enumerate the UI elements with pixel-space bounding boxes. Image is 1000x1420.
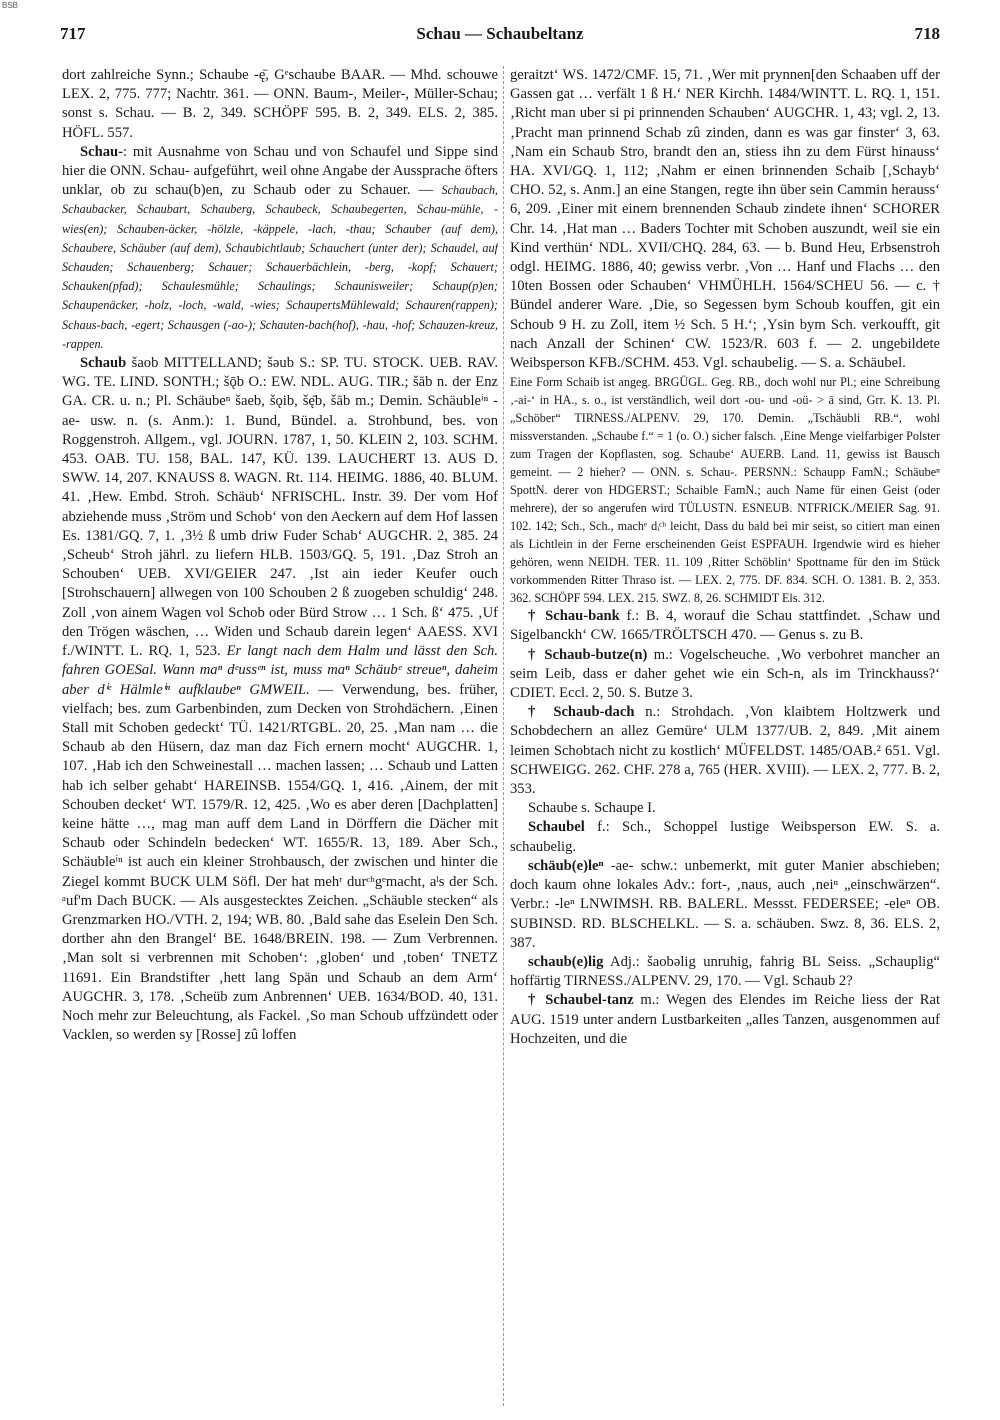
headword: Schau- xyxy=(80,143,123,160)
entry-continuation: geraitzt‘ WS. 1472/CMF. 15, 71. ‚Wer mit prynnen[den Schaaben uff der Gassen gat … verfält 1 ß H.‘ NER Kirchh. 1484/WINTT. L. RQ. 1, 151. ‚Richt man uber si pi prinnenden Schauben‘ AUGCHR. 1, 43; vgl. 2, 13. ‚Pracht man prinnend Schab zû zinden, dann es was gar finster‘ 3, 63. ‚Nam ein Schaub Stro, brandt den an, stiess ihn zu dem Fürst hinauss‘ HA. XVI/GQ. 1, 112; ‚Nahm er einen brinnenden Schaib [‚Schayb‘ CHO. 52, s. Anm.] an eine Stangen, regte ihn über sein Cammin herauss‘ 6, 209. ‚Einer mit einem brennenden Schaub zindete ihnen‘ SCHORER Chr. 14. ‚Hat man … Baders Tochter mit Schoben auszundt, weil sie ein Kind verthün‘ NDL. XVII/CHQ. 284, 63. — b. Bund Heu, Erbsenstroh odgl. HEIMG. 1886, 40; gewiss verbr. ‚Von … Hanf und Flachs … den 10ten Bossen oder Schauben‘ VHMÜHLH. 1564/SCHEU 56. — c. † Bündel anderer Ware. ‚Die, so Segessen bym Schoub kouffen, git ein Schoub 9 H. zu Zoll, item ½ Sch. 5 H.‘; ‚Ysin bym Sch. verkoufft, git nach Anzall der Schinen‘ CW. 1523/R. 603 f. — 2. ungebildete Weibsperson KFB./SCHM. 453. Vgl. schaubelig. — S. a. Schäubel. xyxy=(510,67,940,372)
headword: Schaub xyxy=(80,355,127,372)
entry-schau-prefix: Schau-: mit Ausnahme von Schau und von Schaufel und Sippe sind hier die ONN. Schau- aufgeführt, weil ohne Angabe der Aussprache öfters unklar, ob zu schau(b)en, zu Schaub oder zu Schauer. — Schaubach, Schaubacker, Schaubart, Schauberg, Schaubeck, Schaubegerten, Schau-mühle, -wies(en); Schauben-äcker, -hölzle, -käppele, -lach, -thau; Schauber (auf dem), Schaubere, Schäuber (auf dem), Schaubichtlaub; Schauchert (unter der); Schaudel, auf Schauden; Schauenberg; Schauer; Schauerbächlein, -berg, -kopf; Schauert; Schauken(pfad); Schaulesmühle; Schaulings; Schauniswеiler; Schaup(p)en; Schaupenäcker, -holz, -loch, -wald, -wies; SchaupertsMühlewald; Schauren(rappen); Schaus-bach, -egert; Schausgen (-ao-); Schauten-bach(hof), -hau, -hof; Schauzen-kreuz, -rappen. xyxy=(62,143,498,351)
left-column xyxy=(62,66,498,1406)
entry-schaubelen: schäub(e)leⁿ -ae- schw.: unbemerkt, mit guter Manier abschieben; doch kaum ohne lokales Adv.: fort-, ‚naus, auch ‚neiⁿ „einschwärzen“. Verbr.: -leⁿ LNWIMSH. RB. BALERL. Messst. FEDERSEE; -eleⁿ OB. SUBINSD. RD. BLSCHELKL. — S. a. schäuben. Swz. 8, 36. ELS. 2, 387. xyxy=(510,857,940,951)
headword: schaub(e)lig xyxy=(528,953,604,970)
quote-italic: Er langt nach dem Halm und lässt den Sch. fahren GOESal. Wann maⁿ dᵉussᵉⁿ ist, muss maⁿ Schäubᵉ streueⁿ, daheim aber dⁱᵉ Hälmleⁱⁿ aufklaubeⁿ GMWEIL. xyxy=(62,643,498,698)
headword: Schaubel xyxy=(528,819,585,836)
right-column xyxy=(510,66,940,1406)
headword: † Schaubel-tanz xyxy=(528,992,634,1009)
entry-schaub-dach: † Schaub-dach n.: Strohdach. ‚Von klaibtem Holtzwerk und Schobdechern an allez Gemüre‘ ULM 1377/UB. 2, 849. ‚Mit ainem leimen Schobtach nicht zu kostlich‘ MÜFELDST. 1485/OAB.² 651. Vgl. SCHWEIGG. 262. CHF. 278 a, 765 (HER. XVIII). — LEX. 2, 777. B. 2, 353. xyxy=(510,704,940,798)
page-title: Schau — Schaubeltanz xyxy=(416,24,584,43)
entry-schau-bank: † Schau-bank f.: B. 4, worauf die Schau stattfindet. ‚Schaw und Sigelbanckh‘ CW. 1665/TRÖLTSCH 470. — Genus s. zu B. xyxy=(510,608,940,644)
entry-note: Eine Form Schaib ist angeg. BRGÜGL. Geg. RB., doch wohl nur Pl.; eine Schreibung ‚-ai-‘ in HA., s. o., ist verständlich, weil dort -ou- und -oü- > ā sind, Grr. K. 13. Pl. „Schöber“ TIRNESS./ALPENV. 29, 170. Demin. „Tschäubli RB.“, wohl missverstanden. „Schaube f.“ = 1 (o. O.) sicher falsch. ‚Eine Menge vielfarbiger Polster zum Tragen der Kopflasten, sog. Schaube‘ AUERB. Land. 11, gewiss ist Bausch gemeint. — 2 hieher? — ONN. s. Schau-. PERSNN.: Schaupp FamN.; Schäubeⁿ SpottN. derer von HDGERST.; Schaible FamN.; auch Name für einen Geist (oder mehrere), der so angerufen wird TÜLUSTN. ESNEUB. NTFRICK./MEIER Sag. 91. 102. 142; Sch., Sch., machᵉ dᵢᶜʰ leicht, Dass du bald bei mir seist, so citiert man einen als Lichtlein in der Ferne erscheinenden Geist ESPFAUH. Irgendwie wird es hieher gehören, wenn NEIDH. TER. 11. 109 ‚Ritter Schöblin‘ Spottname für den im Stück vorkommenden Ritter Thraso ist. — LEX. 2, 775. DF. 834. SCH. O. 1381. B. 2, 353. 362. SCHÖPF 594. LEX. 215. SWZ. 8, 26. SCHMIDT Els. 312. xyxy=(510,375,940,606)
page-number-left: 717 xyxy=(60,24,86,43)
headword: † Schau-bank xyxy=(528,608,620,625)
entry-continuation: dort zahlreiche Synn.; Schaube -ę̄, Gᵉschaube BAAR. — Mhd. schouwe LEX. 2, 775. 777; Nachtr. 361. — ONN. Baum-, Meiler-, Müller-Schau; sonst s. Schau. — B. 2, 349. SCHÖPF 595. B. 2, 349. ELS. 2, 385. HÖFL. 557. xyxy=(62,67,498,141)
entry-schaub: Schaub šaob MITTELLAND; šəub S.: SP. TU. STOCK. UEB. RAV. WG. TE. LIND. SONTH.; šǭb O.: EW. NDL. AUG. TIR.; šāb n. der Enz GA. CR. u. n.; Pl. Schäubeⁿ šaeb, šǫib, šę̄b, šāb m.; Demin. Schäubleⁱⁿ -ae- usw. n. (s. Anm.): 1. Bund, Bündel. a. Strohbund, bes. von Roggenstroh. Allgem., vgl. JOURN. 1787, 1, 50. KLEIN 2, 103. SCHM. 453. OAB. TU. 158, BAL. 147, KÜ. 139. LAUCHERT 13. AUS D. SWW. 14, 207. KNAUSS 8. WAGN. Rt. 114. HEIMG. 1886, 40. BLUM. 41. ‚Hew. Embd. Stroh. Schäub‘ NFRISCHL. Instr. 39. Der vom Hof abziehende muss ‚Ström und Schob‘ von den Aeckern auf dem Hof lassen Es. 1381/GQ. 7, 1. ‚3½ ß umb driw Fuder Schab‘ AUGCHR. 2, 385. 24 ‚Scheub‘ Stroh jährl. zu liefern HLB. 1503/GQ. 5, 191. ‚Daz Stroh an Schouben‘ UEB. XVI/GEIER 247. ‚Ist ain ieder Keufer ouch [Strohschauern] allwegen von 100 Schouben 2 ß zuogeben schuldig‘ 248. Zoll ‚von ainem Wagen vol Schob oder Bürd Strow … 1 Sch. ß‘ 475. ‚Uf den Trögen wäschen, … Widen und Schaub darein legen‘ AAESS. XVI f./WINTT. L. RQ. 1, 523. Er langt nach dem Halm und lässt den Sch. fahren GOESal. Wann maⁿ dᵉussᵉⁿ ist, muss maⁿ Schäubᵉ streueⁿ, daheim aber dⁱᵉ Hälmleⁱⁿ aufklaubeⁿ GMWEIL. — Verwendung, bes. früher, vielfach; bes. zum Garbenbinden, zum Decken von Strohdächern. ‚Einen Stall mit Schoben gedeckt‘ TÜ. 1421/RTGBL. 20, 25. ‚Man nam … die Schaub ab den Hüsern, daz man daz Fich ernern mocht‘ AUGCHR. 1, 107. ‚Hab ich den Schweinestall … machen lassen; … Schaub und Latten hab ich selber gehabt‘ HAREINSB. 1554/GQ. 1, 416. ‚Ainem, der mit Schouben decket‘ WT. 1579/R. 12, 425. ‚Wo es aber deren [Dachplatten] keine hätte …, mag man auff dem Land in Dörffern die Dächer mit Schaub oder Schindeln bedecken‘ WT. 1655/R. 13, 189. Aber Sch., Schäubleⁱⁿ ist auch ein kleiner Strohbausch, der zwischen und hinter die Ziegel kommt BUCK ULM Söfl. Der hat mehʳ durᶜʰgᵉmacht, aˡs der Sch. ᵃuf'm Dach BUCK. — Als ausgestecktes Zeichen. „Schäuble stecken“ als Grenzmarken HO./VTH. 2, 194; WB. 80. ‚Bald sahe das Eselein Den Sch. dorther ahn den Brangel‘ BE. 1648/BREIN. 198. — Zum Verbrennen. ‚Man solt si verbrennen mit Schoben‘: ‚globen‘ und ‚toben‘ TNETZ 11691. Ein Brandstifter ‚hett lang Spän und Schaub an dem Arm‘ AUGCHR. 3, 178. ‚Scheüb zum Anbrennen‘ UEB. 1634/BOD. 40, 131. Noch mehr zur Beleuchtung, als Fackel. ‚So man Schoub uffzündett oder Vacklen, so werden sy [Rosse] zû loffen xyxy=(62,355,498,1044)
headword: † Schaub-butze(n) xyxy=(528,646,648,663)
column-divider xyxy=(503,66,504,1406)
entry-schaube: Schaube s. Schaupe I. xyxy=(528,800,656,817)
headword: schäub(e)leⁿ xyxy=(528,857,604,874)
page-header xyxy=(60,24,940,52)
entry-schaubel-tanz: † Schaubel-tanz m.: Wegen des Elendes im Reiche liess der Rat AUG. 1519 unter andern Lustbarkeiten „alles Tanzen, ausgenommen auf Hochzeiten, und die xyxy=(510,992,940,1047)
entry-schaub-butze: † Schaub-butze(n) m.: Vogelscheuche. ‚Wo verbohret mancher an seim Leib, dass er daher gehet wie ein Sch-n, als im Trinckhauss?‘ CDIET. Eccl. 2, 50. S. Butze 3. xyxy=(510,646,940,702)
entry-schaubelig: schaub(e)lig Adj.: šaobəlig unruhig, fahrig BL Seiss. „Schauplig“ hoffärtig TIRNESS./ALPENV. 29, 170. — Vgl. Schaub 2? xyxy=(510,953,940,990)
place-name-list: Schaubach, Schaubacker, Schaubart, Schauberg, Schaubeck, Schaubegerten, Schau-mühle, -wies(en); Schauben-äcker, -hölzle, -käppele, -lach, -thau; Schauber (auf dem), Schaubere, Schäuber (auf dem), Schaubichtlaub; Schauchert (unter der); Schaudel, auf Schauden; Schauenberg; Schauer; Schauerbächlein, -berg, -kopf; Schauert; Schauken(pfad); Schaulesmühle; Schaulings; Schauniswеiler; Schaup(p)en; Schaupenäcker, -holz, -loch, -wald, -wies; SchaupertsMühlewald; Schauren(rappen); Schaus-bach, -egert; Schausgen (-ao-); Schauten-bach(hof), -hau, -hof; Schauzen-kreuz, -rappen. xyxy=(62,183,498,351)
page-number-right: 718 xyxy=(914,24,940,43)
library-mark: BSB xyxy=(2,1,19,10)
entry-schaubel: Schaubel f.: Sch., Schoppel lustige Weibsperson EW. S. a. schaubelig. xyxy=(510,819,940,855)
headword: † Schaub-dach xyxy=(528,704,635,721)
